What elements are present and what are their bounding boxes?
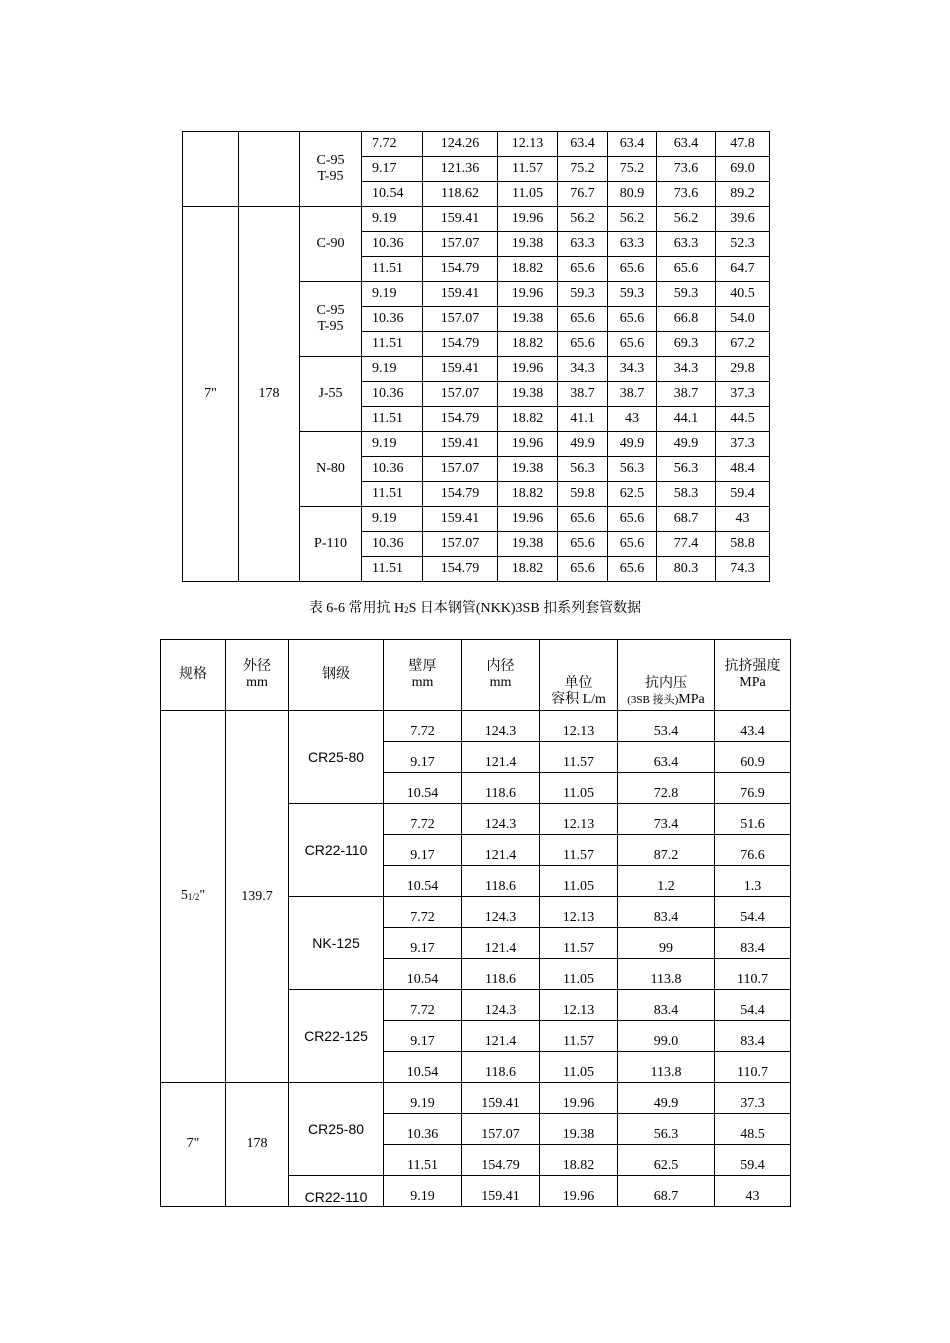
data-cell: 9.19: [362, 357, 423, 382]
data-cell: 65.6: [558, 307, 608, 332]
data-cell: 10.36: [362, 232, 423, 257]
data-cell: 65.6: [608, 507, 657, 532]
data-cell: 9.17: [384, 835, 462, 866]
steel-grade-label: C-95: [316, 303, 345, 318]
data-cell: 60.9: [715, 742, 791, 773]
size-inch-mark: ": [199, 888, 206, 903]
data-cell: 56.3: [657, 457, 716, 482]
data-cell: 11.51: [362, 407, 423, 432]
data-cell: 19.96: [498, 432, 558, 457]
data-cell: 11.51: [384, 1145, 462, 1176]
data-cell: 10.54: [384, 959, 462, 990]
data-cell: 63.4: [608, 132, 657, 157]
data-cell: 62.5: [608, 482, 657, 507]
data-cell: 11.05: [540, 773, 618, 804]
data-cell: 65.6: [558, 507, 608, 532]
data-cell: 65.6: [608, 332, 657, 357]
data-cell: 9.19: [362, 432, 423, 457]
data-cell: 110.7: [715, 959, 791, 990]
data-cell: 66.8: [657, 307, 716, 332]
data-cell: 39.6: [716, 207, 770, 232]
data-cell: 154.79: [423, 557, 498, 582]
data-cell: 65.6: [558, 557, 608, 582]
steel-grade-label: P-110: [314, 536, 347, 551]
data-cell: 7.72: [384, 711, 462, 742]
data-cell: 48.4: [716, 457, 770, 482]
table-row: [161, 1083, 791, 1114]
header-row: [161, 640, 791, 711]
data-cell: 43: [715, 1176, 791, 1207]
data-cell: 19.96: [498, 207, 558, 232]
data-cell: 38.7: [558, 382, 608, 407]
data-cell: 10.36: [362, 532, 423, 557]
data-cell: 118.6: [462, 773, 540, 804]
data-cell: 59.3: [608, 282, 657, 307]
data-cell: 18.82: [498, 257, 558, 282]
data-cell: 11.57: [498, 157, 558, 182]
data-cell: 89.2: [716, 182, 770, 207]
data-cell: 83.4: [618, 897, 715, 928]
data-cell: 49.9: [657, 432, 716, 457]
data-cell: 73.4: [618, 804, 715, 835]
data-cell: 19.96: [498, 507, 558, 532]
data-cell: 76.6: [715, 835, 791, 866]
data-cell: 10.36: [362, 457, 423, 482]
header-od: 外径 mm: [226, 640, 289, 711]
data-cell: 124.3: [462, 897, 540, 928]
data-cell: 75.2: [558, 157, 608, 182]
data-cell: 19.96: [498, 357, 558, 382]
data-cell: 37.3: [715, 1083, 791, 1114]
data-cell: 99: [618, 928, 715, 959]
data-cell: 157.07: [423, 232, 498, 257]
data-cell: 10.36: [362, 382, 423, 407]
data-cell: 37.3: [716, 382, 770, 407]
steel-grade-label: T-95: [317, 169, 344, 184]
data-cell: 34.3: [657, 357, 716, 382]
data-cell: 69.3: [657, 332, 716, 357]
data-cell: 56.2: [558, 207, 608, 232]
data-cell: 12.13: [540, 804, 618, 835]
data-cell: 43: [716, 507, 770, 532]
data-cell: 121.4: [462, 1021, 540, 1052]
steel-grade-cell: [300, 357, 362, 432]
data-cell: 63.4: [618, 742, 715, 773]
data-cell: 43.4: [715, 711, 791, 742]
data-cell: 73.6: [657, 182, 716, 207]
data-cell: 11.51: [362, 332, 423, 357]
data-cell: 11.05: [540, 959, 618, 990]
data-cell: 19.38: [498, 532, 558, 557]
steel-grade-cell: [300, 282, 362, 357]
data-cell: 9.17: [384, 742, 462, 773]
steel-grade-label: C-95: [316, 153, 345, 168]
data-cell: 19.38: [498, 232, 558, 257]
data-cell: 65.6: [608, 557, 657, 582]
data-cell: 154.79: [423, 332, 498, 357]
data-cell: 83.4: [715, 1021, 791, 1052]
data-cell: 40.5: [716, 282, 770, 307]
data-cell: 63.4: [657, 132, 716, 157]
data-cell: 118.6: [462, 1052, 540, 1083]
data-cell: 52.3: [716, 232, 770, 257]
data-cell: 72.8: [618, 773, 715, 804]
data-cell: 157.07: [423, 382, 498, 407]
data-cell: 113.8: [618, 959, 715, 990]
data-cell: 12.13: [498, 132, 558, 157]
data-cell: 69.0: [716, 157, 770, 182]
data-cell: 11.51: [362, 257, 423, 282]
data-cell: 63.3: [608, 232, 657, 257]
data-cell: 118.6: [462, 866, 540, 897]
data-cell: 9.17: [362, 157, 423, 182]
data-cell: 65.6: [558, 332, 608, 357]
data-cell: 54.0: [716, 307, 770, 332]
data-cell: 118.6: [462, 959, 540, 990]
data-cell: 34.3: [608, 357, 657, 382]
data-cell: 124.26: [423, 132, 498, 157]
data-cell: 37.3: [716, 432, 770, 457]
data-cell: 65.6: [608, 532, 657, 557]
data-cell: 7.72: [384, 804, 462, 835]
data-cell: 11.05: [540, 1052, 618, 1083]
data-cell: 121.36: [423, 157, 498, 182]
data-cell: 64.7: [716, 257, 770, 282]
steel-grade-label: T-95: [317, 319, 344, 334]
header-collapse: 抗挤强度 MPa: [715, 640, 791, 711]
steel-grade-cell: CR25-80: [289, 1083, 384, 1176]
size-fraction: 1/2: [187, 892, 200, 902]
data-cell: 56.3: [618, 1114, 715, 1145]
data-cell: 47.8: [716, 132, 770, 157]
table-row: [161, 711, 791, 742]
size-cell-empty: [183, 132, 239, 207]
data-cell: 73.6: [657, 157, 716, 182]
data-cell: 44.5: [716, 407, 770, 432]
data-cell: 18.82: [498, 557, 558, 582]
data-cell: 154.79: [423, 407, 498, 432]
data-cell: 44.1: [657, 407, 716, 432]
data-cell: 124.3: [462, 990, 540, 1021]
data-cell: 121.4: [462, 835, 540, 866]
data-cell: 154.79: [423, 482, 498, 507]
data-cell: 124.3: [462, 711, 540, 742]
size-cell: 7": [183, 207, 239, 582]
data-cell: 99.0: [618, 1021, 715, 1052]
od-cell: 139.7: [226, 711, 289, 1083]
data-cell: 118.62: [423, 182, 498, 207]
data-cell: 9.17: [384, 928, 462, 959]
data-cell: 59.3: [657, 282, 716, 307]
data-cell: 67.2: [716, 332, 770, 357]
data-cell: 58.3: [657, 482, 716, 507]
data-cell: 34.3: [558, 357, 608, 382]
data-cell: 68.7: [618, 1176, 715, 1207]
data-cell: 53.4: [618, 711, 715, 742]
data-cell: 38.7: [608, 382, 657, 407]
data-cell: 7.72: [362, 132, 423, 157]
data-cell: 38.7: [657, 382, 716, 407]
data-cell: 58.8: [716, 532, 770, 557]
steel-grade-cell: [300, 432, 362, 507]
data-cell: 11.51: [362, 557, 423, 582]
data-cell: 77.4: [657, 532, 716, 557]
data-cell: 159.41: [423, 282, 498, 307]
data-cell: 65.6: [558, 532, 608, 557]
data-cell: 11.57: [540, 835, 618, 866]
header-volume: 单位 容积 L/m: [540, 640, 618, 711]
steel-grade-cell: CR25-80: [289, 711, 384, 804]
data-cell: 56.3: [608, 457, 657, 482]
data-cell: 11.05: [540, 866, 618, 897]
data-cell: 54.4: [715, 990, 791, 1021]
steel-grade-label: C-90: [316, 236, 345, 251]
data-cell: 74.3: [716, 557, 770, 582]
data-cell: 113.8: [618, 1052, 715, 1083]
data-cell: 80.3: [657, 557, 716, 582]
data-cell: 159.41: [423, 207, 498, 232]
data-cell: 59.4: [715, 1145, 791, 1176]
data-cell: 62.5: [618, 1145, 715, 1176]
data-cell: 19.38: [498, 457, 558, 482]
data-cell: 59.3: [558, 282, 608, 307]
data-cell: 159.41: [423, 507, 498, 532]
steel-grade-cell: NK-125: [289, 897, 384, 990]
header-spec: 规格: [161, 640, 226, 711]
data-cell: 9.19: [384, 1176, 462, 1207]
data-cell: 7.72: [384, 990, 462, 1021]
header-grade: 钢级: [289, 640, 384, 711]
data-cell: 157.07: [423, 532, 498, 557]
data-cell: 1.3: [715, 866, 791, 897]
steel-grade-cell: CR22-110: [289, 1176, 384, 1207]
data-cell: 10.36: [362, 307, 423, 332]
data-cell: 54.4: [715, 897, 791, 928]
data-cell: 19.38: [498, 307, 558, 332]
data-cell: 63.3: [558, 232, 608, 257]
od-cell: 178: [226, 1083, 289, 1207]
data-cell: 19.96: [498, 282, 558, 307]
data-cell: 9.19: [362, 207, 423, 232]
data-cell: 11.05: [498, 182, 558, 207]
data-cell: 63.4: [558, 132, 608, 157]
data-cell: 157.07: [462, 1114, 540, 1145]
data-cell: 51.6: [715, 804, 791, 835]
data-cell: 154.79: [423, 257, 498, 282]
size-cell: [161, 711, 226, 1083]
data-cell: 65.6: [608, 307, 657, 332]
table-row: [183, 132, 770, 157]
casing-table-continued: [182, 131, 770, 582]
data-cell: 9.19: [384, 1083, 462, 1114]
table-row: [183, 207, 770, 232]
data-cell: 65.6: [657, 257, 716, 282]
data-cell: 159.41: [462, 1083, 540, 1114]
od-cell-empty: [239, 132, 300, 207]
data-cell: 49.9: [558, 432, 608, 457]
size-whole: 5: [180, 888, 188, 903]
data-cell: 19.96: [540, 1176, 618, 1207]
data-cell: 19.38: [540, 1114, 618, 1145]
data-cell: 18.82: [498, 332, 558, 357]
data-cell: 49.9: [608, 432, 657, 457]
data-cell: 41.1: [558, 407, 608, 432]
data-cell: 9.19: [362, 282, 423, 307]
data-cell: 56.3: [558, 457, 608, 482]
data-cell: 157.07: [423, 457, 498, 482]
data-cell: 10.36: [384, 1114, 462, 1145]
data-cell: 9.19: [362, 507, 423, 532]
data-cell: 65.6: [558, 257, 608, 282]
steel-grade-cell: [300, 207, 362, 282]
steel-grade-label: N-80: [316, 461, 345, 476]
data-cell: 18.82: [498, 407, 558, 432]
data-cell: 1.2: [618, 866, 715, 897]
steel-grade-cell: [300, 507, 362, 582]
table-caption: 表 6-6 常用抗 H2S 日本钢管(NKK)3SB 扣系列套管数据: [308, 601, 642, 616]
data-cell: 83.4: [715, 928, 791, 959]
nkk-3sb-casing-table: [160, 639, 791, 1207]
data-cell: 10.54: [362, 182, 423, 207]
data-cell: 59.4: [716, 482, 770, 507]
data-cell: 157.07: [423, 307, 498, 332]
data-cell: 11.57: [540, 928, 618, 959]
steel-grade-label: J-55: [318, 386, 343, 401]
data-cell: 18.82: [498, 482, 558, 507]
data-cell: 11.57: [540, 1021, 618, 1052]
data-cell: 63.3: [657, 232, 716, 257]
data-cell: 121.4: [462, 742, 540, 773]
data-cell: 83.4: [618, 990, 715, 1021]
data-cell: 68.7: [657, 507, 716, 532]
data-cell: 56.2: [608, 207, 657, 232]
data-cell: 154.79: [462, 1145, 540, 1176]
data-cell: 124.3: [462, 804, 540, 835]
data-cell: 12.13: [540, 711, 618, 742]
data-cell: 80.9: [608, 182, 657, 207]
data-cell: 59.8: [558, 482, 608, 507]
data-cell: 76.7: [558, 182, 608, 207]
header-burst: 抗内压 (3SB 接头)MPa: [618, 640, 715, 711]
data-cell: 9.17: [384, 1021, 462, 1052]
data-cell: 48.5: [715, 1114, 791, 1145]
data-cell: 10.54: [384, 1052, 462, 1083]
data-cell: 75.2: [608, 157, 657, 182]
steel-grade-cell: CR22-110: [289, 804, 384, 897]
data-cell: 159.41: [423, 432, 498, 457]
data-cell: 18.82: [540, 1145, 618, 1176]
data-cell: 65.6: [608, 257, 657, 282]
steel-grade-cell: [300, 132, 362, 207]
header-wall: 壁厚 mm: [384, 640, 462, 711]
data-cell: 43: [608, 407, 657, 432]
data-cell: 12.13: [540, 897, 618, 928]
data-cell: 19.96: [540, 1083, 618, 1114]
data-cell: 76.9: [715, 773, 791, 804]
steel-grade-cell: CR22-125: [289, 990, 384, 1083]
data-cell: 19.38: [498, 382, 558, 407]
data-cell: 110.7: [715, 1052, 791, 1083]
od-cell: 178: [239, 207, 300, 582]
header-id: 内径 mm: [462, 640, 540, 711]
data-cell: 12.13: [540, 990, 618, 1021]
data-cell: 29.8: [716, 357, 770, 382]
data-cell: 121.4: [462, 928, 540, 959]
data-cell: 56.2: [657, 207, 716, 232]
size-cell: 7": [161, 1083, 226, 1207]
data-cell: 10.54: [384, 866, 462, 897]
data-cell: 159.41: [462, 1176, 540, 1207]
data-cell: 10.54: [384, 773, 462, 804]
data-cell: 87.2: [618, 835, 715, 866]
data-cell: 49.9: [618, 1083, 715, 1114]
data-cell: 159.41: [423, 357, 498, 382]
data-cell: 7.72: [384, 897, 462, 928]
data-cell: 11.57: [540, 742, 618, 773]
data-cell: 11.51: [362, 482, 423, 507]
